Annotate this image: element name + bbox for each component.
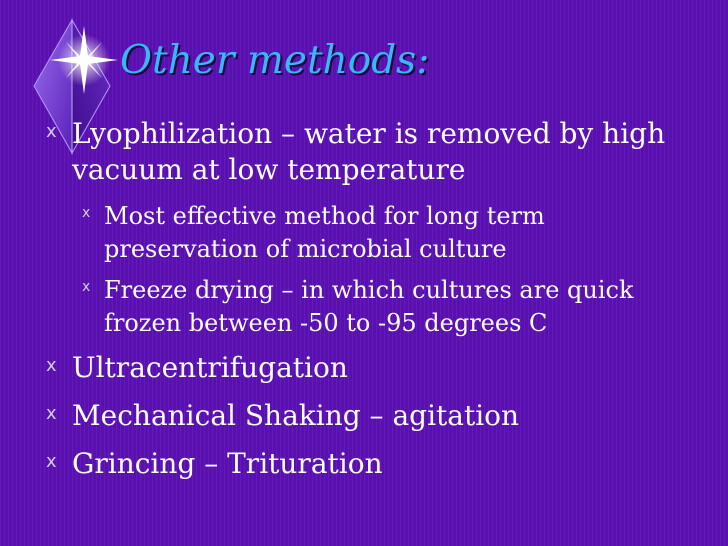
bullet-marker-icon: x — [46, 121, 57, 142]
bullet-text-line: Most effective method for long term — [104, 202, 545, 230]
bullet-marker-icon: x — [82, 279, 91, 295]
slide-title: Other methods: — [120, 38, 430, 83]
bullet-marker-icon: x — [46, 451, 57, 472]
bullet-text-line: preservation of microbial culture — [104, 235, 507, 264]
bullet-text-line: frozen between -50 to -95 degrees C — [104, 309, 548, 338]
bullet-text-line: vacuum at low temperature — [72, 153, 466, 187]
sub-bullet-item-effective — [82, 200, 545, 266]
bullet-text-line: Lyophilization – water is removed by high — [72, 117, 666, 150]
bullet-text-line: Grincing – Trituration — [72, 447, 383, 480]
bullet-text-line: Mechanical Shaking – agitation — [72, 399, 520, 432]
bullet-item-grincing — [46, 446, 383, 482]
sub-bullet-item-freeze-drying — [82, 274, 634, 340]
bullet-marker-icon: x — [46, 355, 57, 376]
bullet-text-line: Ultracentrifugation — [72, 351, 348, 384]
bullet-item-lyophilization — [46, 116, 666, 189]
bullet-marker-icon: x — [82, 205, 91, 221]
bullet-item-ultracentrifugation — [46, 350, 348, 386]
bullet-marker-icon: x — [46, 403, 57, 424]
bullet-text-line: Freeze drying – in which cultures are quick — [104, 276, 634, 304]
bullet-item-mechanical-shaking — [46, 398, 520, 434]
